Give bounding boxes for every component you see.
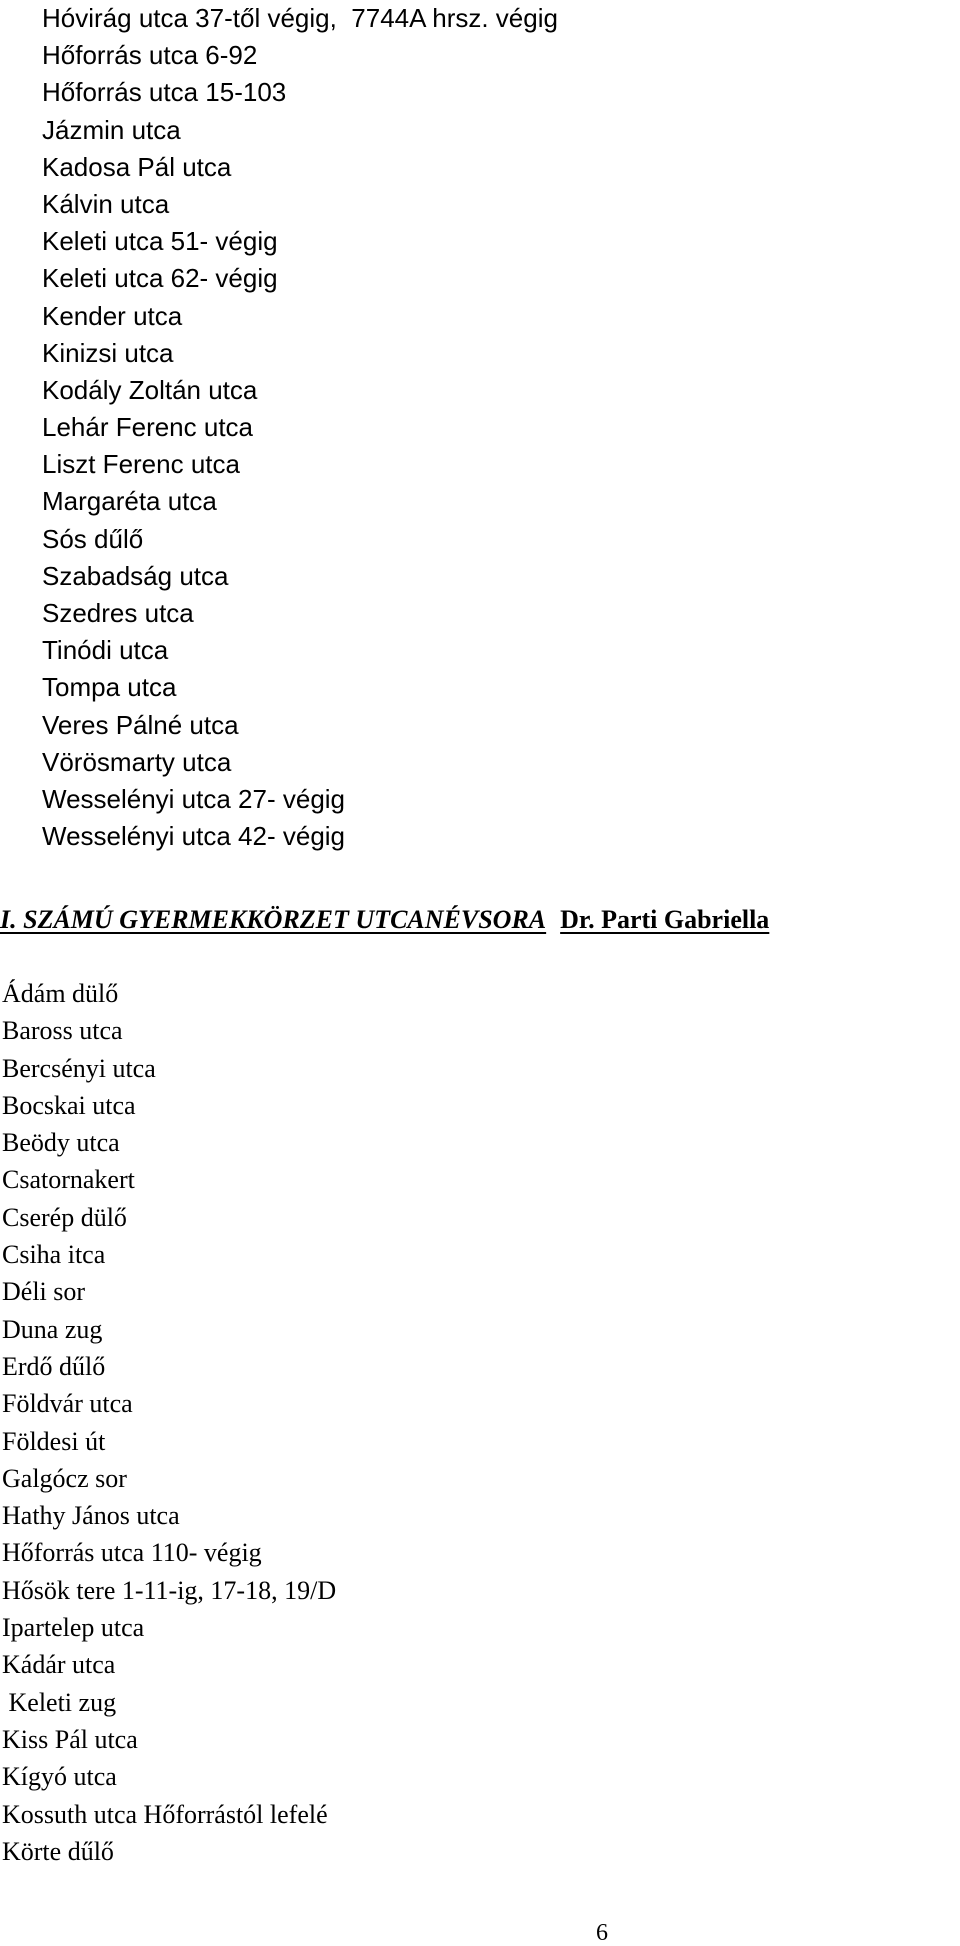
street-item: Kender utca — [42, 300, 183, 331]
street-item: Bocskai utca — [2, 1090, 136, 1120]
street-list-district-1 — [2, 975, 336, 1870]
street-item: Baross utca — [2, 1016, 123, 1046]
street-item: Déli sor — [2, 1277, 86, 1307]
street-item: Kádár utca — [2, 1650, 116, 1680]
street-item: Földvár utca — [2, 1389, 133, 1419]
street-item: Hóvirág utca 37-től végig, 7744A hrsz. végig — [42, 3, 558, 33]
street-item: Veres Pálné utca — [42, 709, 239, 740]
street-item: Kadosa Pál utca — [42, 151, 232, 182]
page-number: 6 — [596, 1920, 608, 1946]
street-item: Vörösmarty utca — [42, 746, 232, 777]
street-item: Hőforrás utca 15-103 — [42, 77, 287, 108]
street-item: Keleti zug — [2, 1687, 117, 1717]
street-item: Földesi út — [2, 1426, 106, 1456]
street-item: Beödy utca — [2, 1128, 120, 1158]
street-item: Bercsényi utca — [2, 1053, 156, 1083]
street-item: Kinizsi utca — [42, 337, 174, 368]
street-item: Keleti utca 51- végig — [42, 226, 278, 257]
street-item: Hőforrás utca 6-92 — [42, 40, 258, 71]
street-item: Kiss Pál utca — [2, 1724, 138, 1754]
section-title: I. SZÁMÚ GYERMEKKÖRZET UTCANÉVSORA — [0, 905, 547, 934]
street-item: Ipartelep utca — [2, 1613, 145, 1643]
street-item: Ádám dülő — [2, 979, 119, 1008]
street-item: Hőforrás utca 110- végig — [2, 1538, 262, 1568]
street-item: Sós dűlő — [42, 523, 144, 554]
street-item: Hősök tere 1-11-ig, 17-18, 19/D — [2, 1575, 337, 1605]
street-item: Hathy János utca — [2, 1501, 180, 1531]
street-item: Tompa utca — [42, 672, 177, 703]
street-item: Kossuth utca Hőforrástól lefelé — [2, 1799, 328, 1829]
street-item: Wesselényi utca 27- végig — [42, 783, 346, 814]
street-item: Körte dűlő — [2, 1836, 114, 1866]
street-item: Wesselényi utca 42- végig — [42, 821, 346, 852]
street-item: Csatornakert — [2, 1165, 135, 1195]
street-item: Kodály Zoltán utca — [42, 374, 258, 405]
street-item: Lehár Ferenc utca — [42, 412, 254, 443]
doctor-name: Dr. Parti Gabriella — [560, 905, 770, 934]
street-item: Szedres utca — [42, 598, 194, 628]
street-item: Cserép dülő — [2, 1202, 127, 1232]
street-item: Szabadság utca — [42, 560, 229, 591]
street-item: Keleti utca 62- végig — [42, 263, 278, 294]
street-item: Csiha itca — [2, 1240, 106, 1270]
street-item: Galgócz sor — [2, 1463, 127, 1493]
street-item: Tinódi utca — [42, 635, 169, 666]
street-item: Margaréta utca — [42, 486, 217, 517]
street-item: Duna zug — [2, 1314, 103, 1344]
street-item: Kígyó utca — [2, 1762, 117, 1792]
street-item: Liszt Ferenc utca — [42, 449, 240, 480]
street-item: Erdő dűlő — [2, 1351, 106, 1381]
section-heading — [0, 900, 960, 940]
street-item: Jázmin utca — [42, 114, 181, 145]
street-item: Kálvin utca — [42, 188, 170, 219]
street-list-continued — [42, 0, 558, 855]
